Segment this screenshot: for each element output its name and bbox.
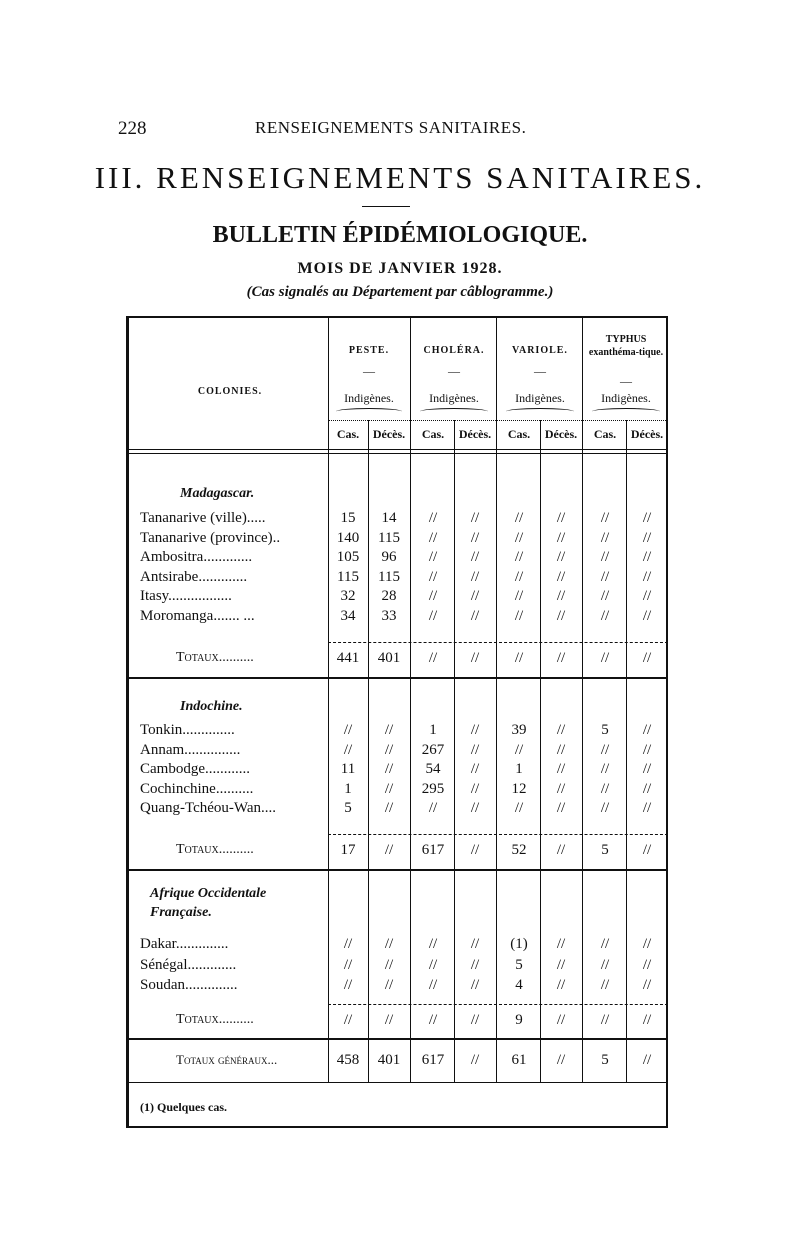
data-cell: //	[470, 800, 480, 816]
header-indigenes: Indigènes.	[344, 391, 394, 405]
data-cell: 267	[421, 741, 445, 758]
data-cell: //	[556, 510, 566, 526]
grand-total-cell: //	[642, 1052, 652, 1068]
column-rule	[368, 420, 369, 1082]
brace	[336, 408, 402, 415]
data-cell: //	[384, 722, 394, 738]
header-indigenes: Indigènes.	[601, 391, 651, 405]
data-cell: 33	[381, 607, 397, 624]
data-cell: //	[556, 607, 566, 624]
column-rule	[582, 318, 583, 1082]
data-cell: //	[470, 761, 480, 777]
row-label: Soudan..............	[140, 977, 238, 993]
data-cell: //	[600, 529, 610, 546]
data-cell: 11	[340, 761, 356, 777]
grand-total-rule	[128, 1082, 666, 1083]
data-cell: //	[556, 588, 566, 604]
data-cell: //	[556, 549, 566, 565]
total-cell: //	[470, 842, 480, 858]
month-heading: MOIS DE JANVIER 1928.	[297, 260, 503, 277]
col-cas: Cas.	[421, 427, 445, 441]
data-cell: //	[428, 936, 438, 952]
data-cell: //	[384, 741, 394, 758]
data-cell: //	[556, 800, 566, 816]
header-cholera: CHOLÉRA.	[423, 345, 485, 356]
data-cell: //	[600, 956, 610, 973]
col-deces: Décès.	[458, 427, 492, 441]
data-cell: //	[642, 780, 652, 797]
data-cell: //	[384, 800, 394, 816]
title-rule	[362, 206, 410, 207]
total-cell: //	[470, 1012, 480, 1028]
row-label: Ambositra.............	[140, 549, 253, 565]
data-cell: //	[470, 549, 480, 565]
data-cell: //	[514, 800, 524, 816]
header-peste: PESTE.	[348, 345, 390, 356]
data-cell: //	[428, 549, 438, 565]
footnote: (1) Quelques cas.	[140, 1100, 227, 1114]
data-cell: //	[470, 568, 480, 585]
total-label: Totaux..........	[176, 650, 254, 665]
total-cell: 9	[515, 1012, 523, 1028]
total-cell: //	[470, 650, 480, 666]
header-colonies: COLONIES.	[197, 386, 263, 397]
row-label: Sénégal.............	[140, 956, 237, 973]
data-cell: //	[343, 741, 353, 758]
total-cell: //	[642, 1012, 652, 1028]
header-rule	[128, 453, 666, 454]
data-cell: 32	[340, 588, 356, 604]
data-cell: //	[556, 780, 566, 797]
data-cell: //	[556, 741, 566, 758]
data-cell: 115	[378, 568, 400, 585]
data-cell: //	[428, 529, 438, 546]
total-cell: //	[428, 650, 438, 666]
total-cell: //	[556, 650, 566, 666]
data-cell: 14	[381, 510, 397, 526]
col-deces: Décès.	[372, 427, 406, 441]
data-cell: //	[642, 936, 652, 952]
col-deces: Décès.	[544, 427, 578, 441]
header-typhus: TYPHUS exanthéma-tique.	[588, 334, 664, 358]
row-label: Itasy.................	[140, 588, 232, 604]
total-cell: //	[384, 1012, 394, 1028]
data-cell: //	[343, 722, 353, 738]
data-cell: 28	[381, 588, 397, 604]
data-cell: 115	[337, 568, 359, 585]
data-cell: 5	[344, 800, 352, 816]
total-cell: //	[600, 650, 610, 666]
data-cell: //	[470, 722, 480, 738]
grand-total-cell: 617	[421, 1052, 445, 1068]
total-cell: //	[343, 1012, 353, 1028]
row-label: Cambodge............	[140, 761, 250, 777]
total-cell: 5	[601, 842, 609, 858]
column-rule	[496, 318, 497, 1082]
data-cell: //	[470, 588, 480, 604]
total-cell: 52	[511, 842, 527, 858]
subtotal-rule	[328, 642, 668, 643]
group-separator	[128, 677, 666, 679]
data-cell: //	[600, 741, 610, 758]
col-deces: Décès.	[630, 427, 664, 441]
data-cell: //	[642, 529, 652, 546]
total-cell: //	[514, 650, 524, 666]
row-label: Dakar..............	[140, 936, 229, 952]
column-rule	[328, 318, 329, 1082]
total-cell: //	[384, 842, 394, 858]
data-cell: 115	[378, 529, 400, 546]
data-cell: //	[600, 936, 610, 952]
data-cell: 54	[425, 761, 441, 777]
brace	[506, 408, 574, 415]
data-cell: //	[556, 977, 566, 993]
subtotal-rule	[328, 834, 668, 835]
data-cell: //	[514, 607, 524, 624]
row-label: Cochinchine..........	[140, 780, 254, 797]
total-cell: 401	[377, 650, 401, 666]
data-cell: 15	[340, 510, 356, 526]
bulletin-title: BULLETIN ÉPIDÉMIOLOGIQUE.	[212, 222, 588, 248]
data-cell: //	[556, 761, 566, 777]
grand-total-label: Totaux généraux...	[176, 1052, 278, 1067]
column-rule	[540, 420, 541, 1082]
data-cell: 5	[601, 722, 609, 738]
data-cell: //	[428, 568, 438, 585]
data-cell: //	[428, 800, 438, 816]
header-dash: —	[448, 364, 460, 378]
group-name: Afrique Occidentale Française.	[150, 886, 267, 920]
data-cell: //	[556, 956, 566, 973]
grand-total-cell: 458	[336, 1052, 360, 1068]
data-cell: //	[514, 510, 524, 526]
data-cell: 105	[336, 549, 360, 565]
data-cell: 96	[381, 549, 397, 565]
data-cell: 1	[515, 761, 523, 777]
row-label: Quang-Tchéou-Wan....	[140, 800, 277, 816]
total-cell: //	[642, 842, 652, 858]
header-dash: —	[620, 374, 632, 388]
column-rule	[410, 318, 411, 1082]
data-cell: //	[642, 761, 652, 777]
data-cell: //	[470, 780, 480, 797]
data-cell: 140	[336, 529, 360, 546]
col-cas: Cas.	[336, 427, 360, 441]
row-label: Moromanga....... ...	[140, 607, 255, 624]
col-cas: Cas.	[507, 427, 531, 441]
data-cell: //	[514, 529, 524, 546]
data-cell: //	[514, 549, 524, 565]
data-cell: //	[642, 549, 652, 565]
total-cell: 17	[340, 842, 356, 858]
brace	[592, 408, 660, 415]
subtitle: (Cas signalés au Département par câblogramme.)	[246, 284, 554, 300]
data-cell: //	[384, 761, 394, 777]
running-head: RENSEIGNEMENTS SANITAIRES.	[255, 118, 527, 137]
grand-total-cell: //	[556, 1052, 566, 1068]
data-cell: //	[343, 956, 353, 973]
data-cell: //	[642, 607, 652, 624]
data-cell: 12	[511, 780, 527, 797]
data-cell: //	[428, 588, 438, 604]
header-dash: —	[363, 364, 375, 378]
data-cell: 1	[429, 722, 437, 738]
data-cell: //	[642, 588, 652, 604]
data-cell: //	[384, 977, 394, 993]
data-cell: //	[428, 977, 438, 993]
data-cell: //	[384, 936, 394, 952]
data-cell: //	[428, 607, 438, 624]
column-rule	[626, 420, 627, 1082]
header-dash: —	[534, 364, 546, 378]
total-label: Totaux..........	[176, 1012, 254, 1027]
page-number: 228	[118, 118, 147, 139]
data-cell: (1)	[510, 936, 528, 952]
section-title: III. RENSEIGNEMENTS SANITAIRES.	[94, 160, 706, 195]
grand-total-cell: 5	[601, 1052, 609, 1068]
data-cell: //	[514, 741, 524, 758]
data-cell: //	[470, 529, 480, 546]
data-cell: //	[600, 549, 610, 565]
row-label: Tananarive (ville).....	[140, 510, 266, 526]
total-cell: 617	[421, 842, 445, 858]
data-cell: //	[384, 956, 394, 973]
data-cell: //	[384, 780, 394, 797]
data-cell: //	[556, 722, 566, 738]
data-cell: //	[428, 956, 438, 973]
data-cell: //	[600, 588, 610, 604]
data-cell: //	[600, 568, 610, 585]
data-cell: //	[556, 568, 566, 585]
data-cell: //	[642, 510, 652, 526]
data-cell: 5	[515, 956, 523, 973]
data-cell: //	[642, 722, 652, 738]
data-cell: //	[600, 761, 610, 777]
data-cell: 295	[421, 780, 445, 797]
total-cell: //	[556, 1012, 566, 1028]
brace	[420, 408, 488, 415]
data-cell: //	[343, 977, 353, 993]
group-separator	[128, 869, 666, 871]
data-cell: //	[600, 780, 610, 797]
data-cell: //	[343, 936, 353, 952]
data-cell: //	[556, 936, 566, 952]
group-name: Madagascar.	[180, 486, 255, 501]
data-cell: //	[470, 607, 480, 624]
total-cell: //	[600, 1012, 610, 1028]
subtotal-rule	[328, 1004, 668, 1005]
data-cell: //	[600, 510, 610, 526]
total-cell: //	[642, 650, 652, 666]
data-cell: 34	[340, 607, 356, 624]
data-cell: 4	[515, 977, 523, 993]
data-cell: //	[470, 977, 480, 993]
total-label: Totaux..........	[176, 842, 254, 857]
data-cell: //	[470, 956, 480, 973]
grand-total-cell: 401	[377, 1052, 401, 1068]
data-cell: //	[642, 568, 652, 585]
subheader-rule	[328, 420, 668, 421]
group-separator	[128, 1038, 666, 1040]
header-indigenes: Indigènes.	[429, 391, 479, 405]
data-cell: //	[556, 529, 566, 546]
data-cell: //	[470, 936, 480, 952]
data-cell: //	[470, 741, 480, 758]
data-cell: //	[600, 607, 610, 624]
data-cell: //	[600, 977, 610, 993]
data-cell: //	[642, 977, 652, 993]
data-cell: 1	[344, 780, 352, 797]
header-rule	[128, 449, 666, 450]
data-cell: 39	[511, 722, 527, 738]
col-cas: Cas.	[593, 427, 617, 441]
data-cell: //	[642, 800, 652, 816]
total-cell: 441	[336, 650, 360, 666]
data-cell: //	[514, 588, 524, 604]
header-indigenes: Indigènes.	[515, 391, 565, 405]
total-cell: //	[556, 842, 566, 858]
grand-total-cell: 61	[511, 1052, 527, 1068]
grand-total-cell: //	[470, 1052, 480, 1068]
group-name: Indochine.	[180, 699, 243, 714]
data-cell: //	[514, 568, 524, 585]
data-cell: //	[642, 741, 652, 758]
data-cell: //	[428, 510, 438, 526]
data-cell: //	[470, 510, 480, 526]
total-cell: //	[428, 1012, 438, 1028]
row-label: Tonkin..............	[140, 722, 235, 738]
row-label: Tananarive (province)..	[140, 529, 281, 546]
row-label: Annam...............	[140, 741, 241, 758]
data-cell: //	[600, 800, 610, 816]
data-cell: //	[642, 956, 652, 973]
header-variole: VARIOLE.	[512, 345, 568, 356]
column-rule	[454, 420, 455, 1082]
row-label: Antsirabe.............	[140, 568, 248, 585]
